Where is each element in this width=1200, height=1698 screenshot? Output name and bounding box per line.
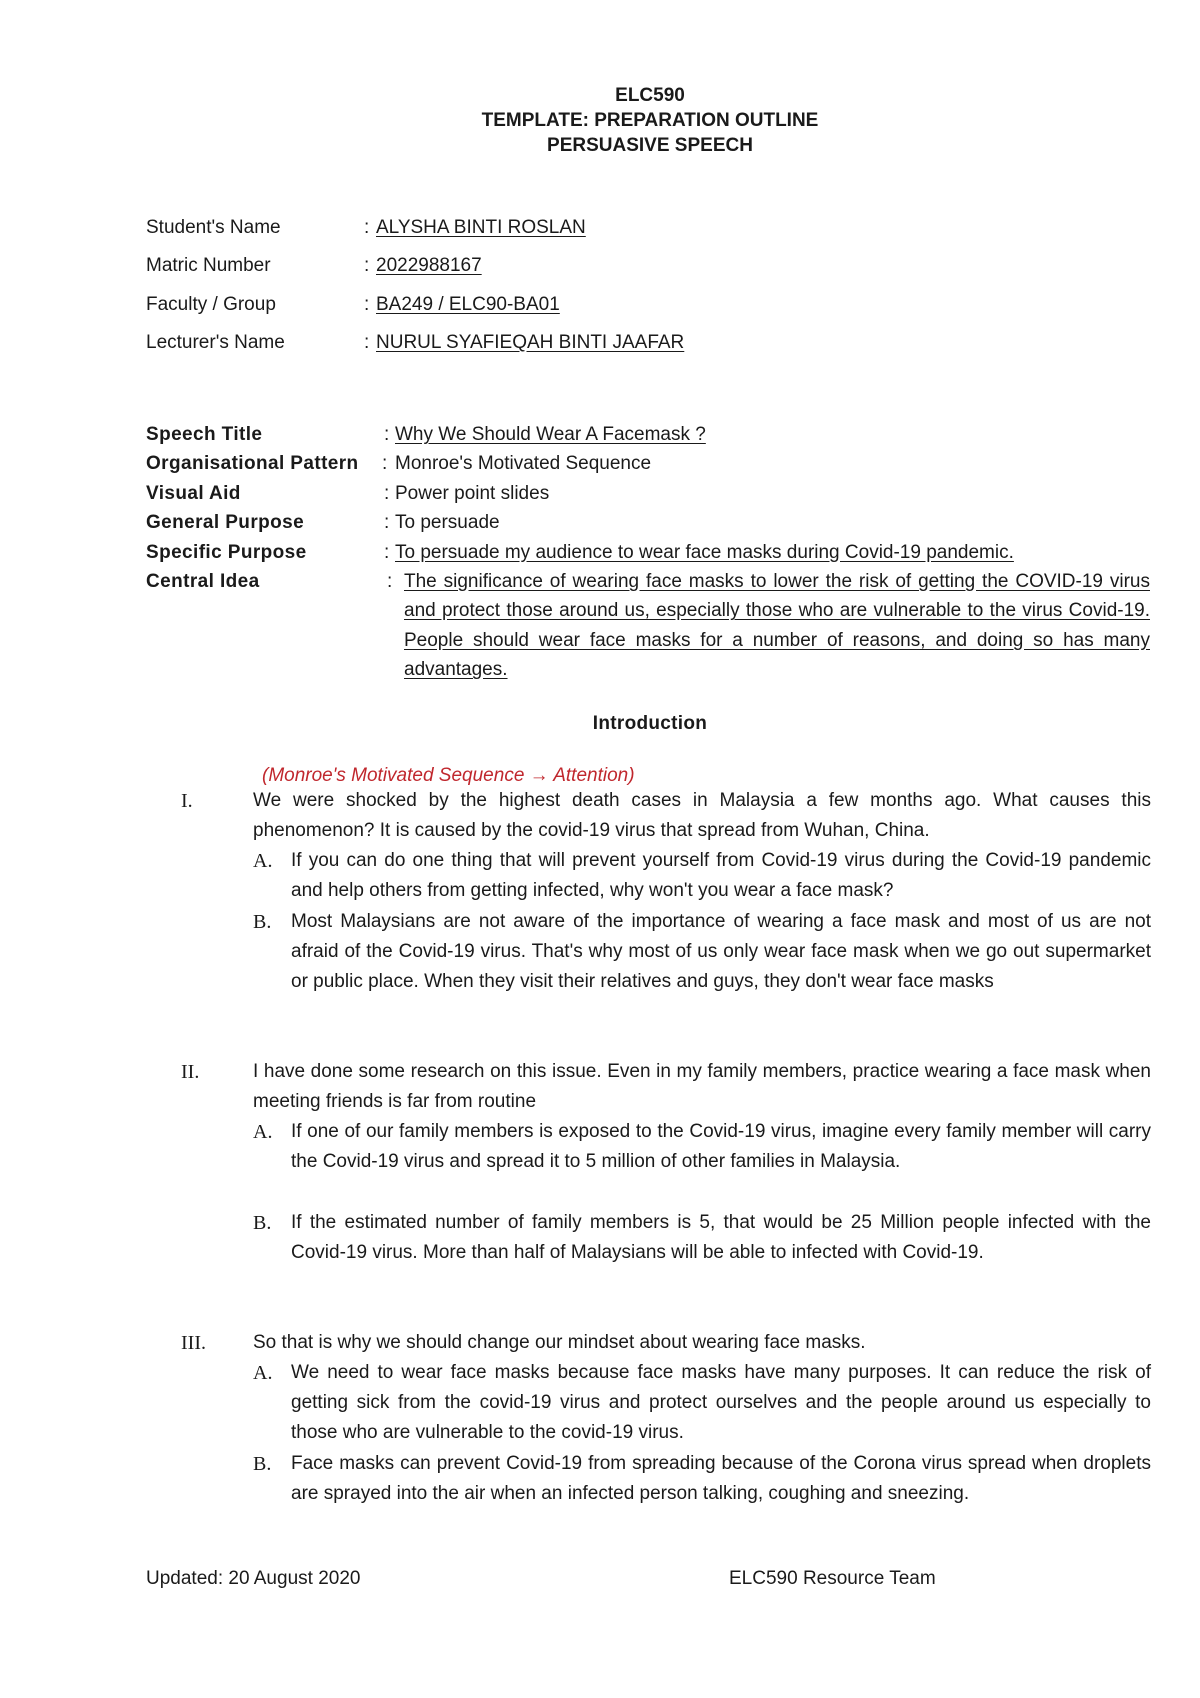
speech-title-row: Speech Title : Why We Should Wear A Facemask ? [146, 420, 1151, 449]
roman-numeral: I. [181, 790, 193, 812]
central-idea-value: The significance of wearing face masks to lower the risk of getting the COVID-19 virus and protect those around us, especially those who are vulnerable to the virus Covid-19. People should wear face masks for a number of reasons, and doing so has many advantages. [404, 570, 1150, 681]
sub-point-letter: B. [253, 1453, 272, 1475]
central-idea-label: Central Idea [146, 570, 260, 592]
document-page: ELC590 TEMPLATE: PREPARATION OUTLINE PERSUASIVE SPEECH Student's Name : ALYSHA BINTI ROSLAN Matric Number : 2022988167 Faculty / Group : BA249 / ELC90-BA01 Lecturer's Name : NURUL SYAFIEQAH BINTI JAAFAR Speech Title : Why We Should Wear A Facemask ? Organisational Pattern : Monroe's Motivated Sequence Visual Aid : Power point slides General Purpose : To persuade Specific Purpose : To persuade my audience to wear face masks during Covid-19 pandemic. Central Idea : The significance of wearing face masks to lower the risk of getting the COVID-19 virus and protect those around us, especially those who are vulnerable to the virus Covid-19. People should wear face masks for a number of reasons, and doing so has many advantages. Introduction (Monroe's Motivated Sequence → Attention) I. We were shocked by the highest death cases in Malaysia a few months ago. What causes this phenomenon? It is caused by the covid-19 virus that spread from Wuhan, China. A. If you can do one thing that will prevent yourself from Covid-19 virus during the Covid-19 pandemic and help others from getting infected, why won't you wear a face mask? B. Most Malaysians are not aware of the importance of wearing a face mask and most of us are not afraid of the Covid-19 virus. That's why most of us only wear face mask when we go out supermarket or public place. When they visit their relatives and guys, they don't wear face masks II. I have done some research on this issue. Even in my family members, practice wearing a face mask when meeting friends is far from routine A. If one of our family members is exposed to the Covid-19 virus, imagine every family member will carry the Covid-19 virus and spread it to 5 million of other families in Malaysia. B. If the estimated number of family members is 5, that would be 25 Million people infected with the Covid-19 virus. More than half of Malaysians will be able to infected with Covid-19. III. So that is why we should change our mindset about wearing face masks. A. We need to wear face masks because face masks have many purposes. It can reduce the risk of getting sick from the covid-19 virus and protect ourselves and the people around us especially to those who are vulnerable to the covid-19 virus. B. Face masks can prevent Covid-19 from spreading because of the Corona virus spread when droplets are sprayed into the air when an infected person talking, coughing and sneezing. Updated: 20 August 2020 ELC590 Resource Team [0, 0, 1200, 1698]
speech-type: PERSUASIVE SPEECH [547, 135, 753, 156]
sub-point-text: If one of our family members is exposed to the Covid-19 virus, imagine every family member will carry the Covid-19 virus and spread it to 5 million of other families in Malaysia. [291, 1121, 1151, 1172]
pattern-value: Monroe's Motivated Sequence [395, 453, 652, 475]
speech-title-value: Why We Should Wear A Facemask ? [395, 424, 706, 445]
roman-numeral: III. [181, 1332, 206, 1354]
faculty-group-value: BA249 / ELC90-BA01 [376, 293, 560, 315]
matric-number-value: 2022988167 [376, 255, 482, 277]
main-point-text: I have done some research on this issue. Even in my family members, practice wearing a face mask when meeting friends is far from routine [253, 1061, 1151, 1112]
general-purpose-row: General Purpose : To persuade [146, 508, 1151, 537]
speech-details [146, 420, 1151, 685]
general-purpose-label: General Purpose [146, 512, 305, 534]
info-label: Lecturer's Name [146, 331, 285, 353]
general-purpose-value: To persuade [395, 512, 500, 534]
sub-point-text: Most Malaysians are not aware of the importance of wearing a face mask and most of us are not afraid of the Covid-19 virus. That's why most of us only wear face mask when we go out supermarket or public place. When they visit their relatives and guys, they don't wear face masks [291, 911, 1151, 992]
main-point-text: We were shocked by the highest death cases in Malaysia a few months ago. What causes this phenomenon? It is caused by the covid-19 virus that spread from Wuhan, China. [253, 790, 1151, 841]
sub-point-text: If you can do one thing that will prevent yourself from Covid-19 virus during the Covid-19 pandemic and help others from getting infected, why won't you wear a face mask? [291, 850, 1151, 901]
attention-note: (Monroe's Motivated Sequence → Attention) [262, 765, 635, 786]
introduction-heading: Introduction [592, 713, 708, 734]
pattern-label: Organisational Pattern [146, 453, 359, 475]
sub-point-letter: A. [253, 1121, 273, 1143]
footer-updated: Updated: 20 August 2020 [146, 1568, 361, 1589]
specific-purpose-label: Specific Purpose [146, 541, 307, 563]
sub-point-text: If the estimated number of family members is 5, that would be 25 Million people infected with the Covid-19 virus. More than half of Malaysians will be able to infected with Covid-19. [291, 1212, 1151, 1263]
student-name-value: ALYSHA BINTI ROSLAN [376, 217, 586, 238]
sub-point-letter: B. [253, 1212, 272, 1234]
pattern-row: Organisational Pattern : Monroe's Motivated Sequence [146, 449, 1151, 478]
specific-purpose-value: To persuade my audience to wear face masks during Covid-19 pandemic. [395, 541, 1014, 563]
document-header [0, 83, 1200, 158]
speech-title-label: Speech Title [146, 424, 263, 445]
central-idea-row: Central Idea : The significance of wearing face masks to lower the risk of getting the COVID-19 virus and protect those around us, especially those who are vulnerable to the virus Covid-19. People should wear face masks for a number of reasons, and doing so has many advantages. [146, 567, 1151, 685]
course-code: ELC590 [615, 85, 685, 106]
sub-point-text: Face masks can prevent Covid-19 from spreading because of the Corona virus spread when droplets are sprayed into the air when an infected person talking, coughing and sneezing. [291, 1453, 1151, 1504]
info-label: Matric Number [146, 255, 271, 277]
lecturer-name-value: NURUL SYAFIEQAH BINTI JAAFAR [376, 331, 685, 353]
roman-numeral: II. [181, 1061, 200, 1083]
visual-aid-row: Visual Aid : Power point slides [146, 479, 1151, 508]
specific-purpose-row: Specific Purpose : To persuade my audience to wear face masks during Covid-19 pandemic. [146, 538, 1151, 567]
sub-point-letter: A. [253, 1362, 273, 1384]
main-point-text: So that is why we should change our mindset about wearing face masks. [253, 1332, 866, 1353]
visual-aid-label: Visual Aid [146, 482, 241, 504]
sub-point-letter: B. [253, 911, 272, 933]
template-title: TEMPLATE: PREPARATION OUTLINE [481, 110, 819, 131]
visual-aid-value: Power point slides [395, 482, 550, 504]
sub-point-text: We need to wear face masks because face masks have many purposes. It can reduce the risk of getting sick from the covid-19 virus and protect ourselves and the people around us especially to those who are vulnerable to the covid-19 virus. [291, 1362, 1151, 1443]
info-label: Faculty / Group [146, 293, 276, 315]
sub-point-letter: A. [253, 850, 273, 872]
info-label: Student's Name [146, 217, 281, 238]
footer-team: ELC590 Resource Team [729, 1568, 936, 1589]
